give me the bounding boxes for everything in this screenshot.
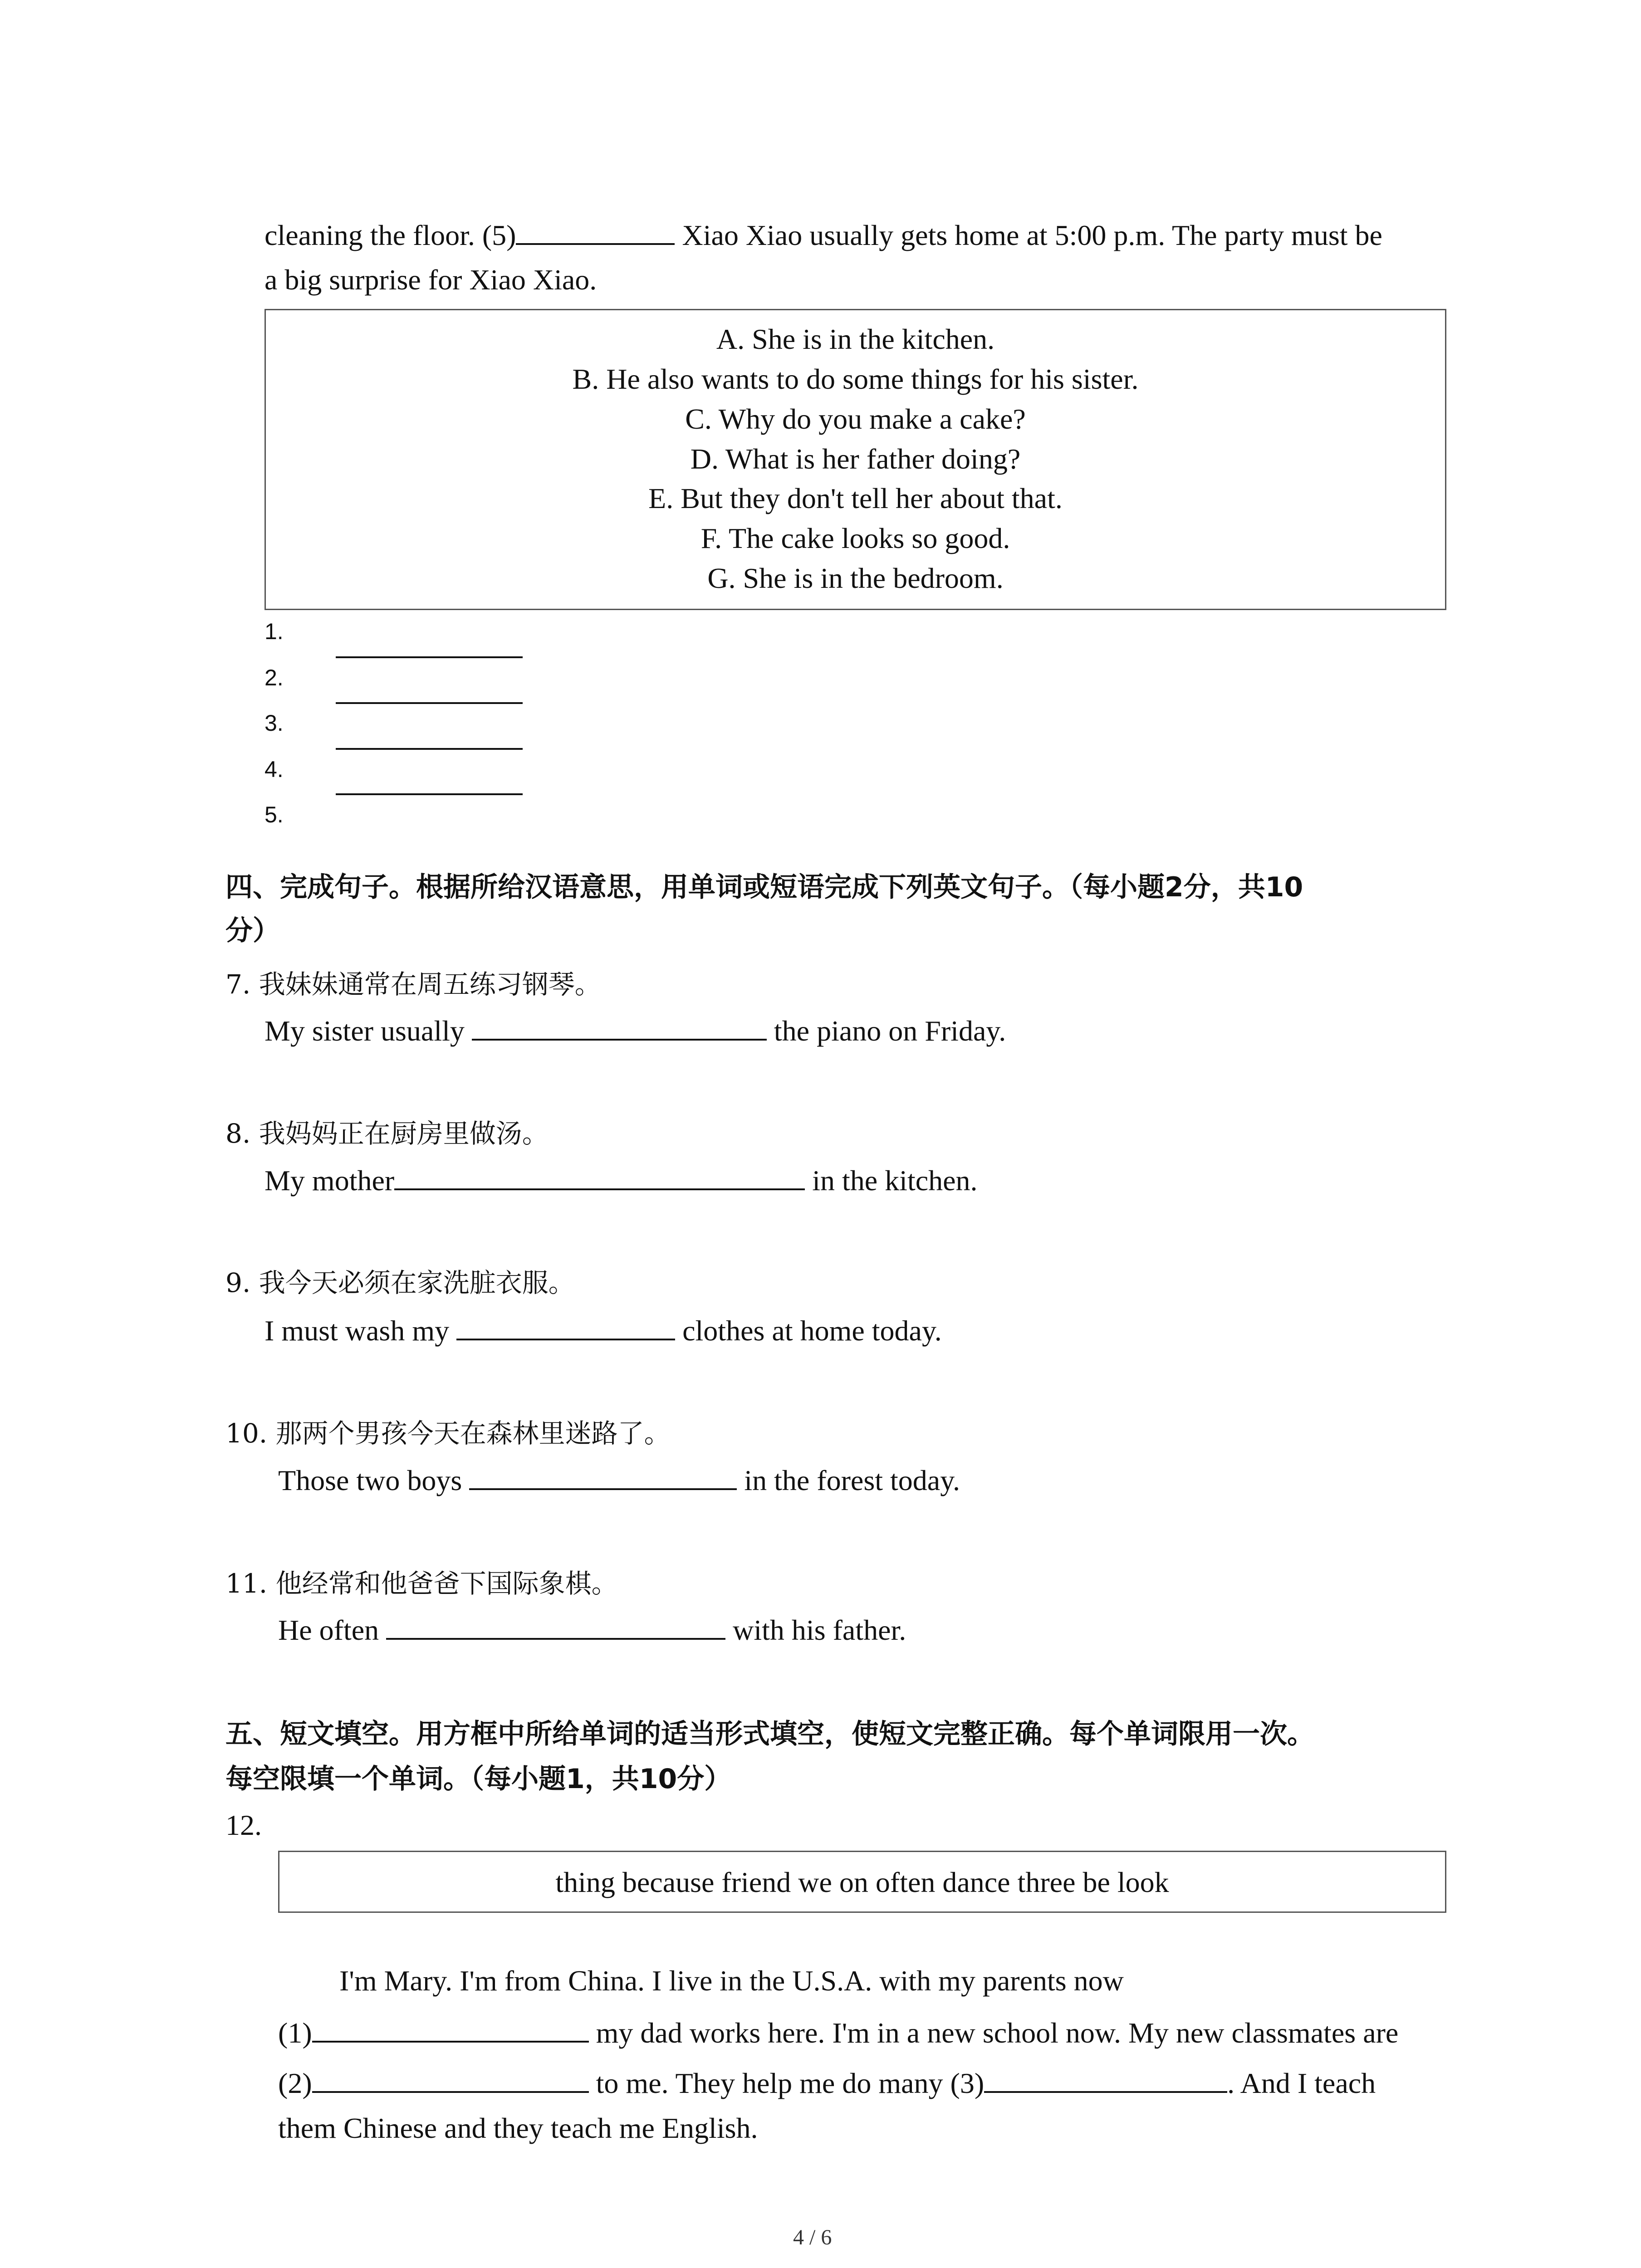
item-11-english (278, 1612, 906, 1647)
item-11-blank[interactable] (386, 1612, 725, 1640)
passage-5-text: my dad works here. I'm in a new school now. My new classmates are (596, 2017, 1399, 2049)
answer-number-5: 5. (265, 802, 284, 827)
options-box (265, 309, 1446, 610)
section-4-heading-line-2: 分） (225, 915, 280, 947)
answer-line-4[interactable] (336, 793, 523, 795)
answer-number-2: 2. (265, 665, 284, 690)
item-8-blank[interactable] (394, 1162, 805, 1190)
passage-5-blank-1[interactable] (312, 2014, 589, 2043)
option-b: B. He also wants to do some things for his sister. (572, 363, 1139, 395)
option-d: D. What is her father doing? (690, 443, 1021, 475)
item-9-english (265, 1312, 942, 1348)
passage-5-blank-label-2: (2) (278, 2067, 312, 2099)
option-a: A. She is in the kitchen. (716, 323, 995, 355)
item-11-text-after: with his father. (733, 1614, 906, 1646)
answer-number-4: 4. (265, 757, 284, 782)
passage-line-1 (265, 217, 1382, 252)
item-9-text-before: I must wash my (265, 1315, 450, 1347)
question-12-number: 12. (225, 1809, 262, 1841)
passage-5-line-1: I'm Mary. I'm from China. I live in the U.S.A. with my parents now (339, 1965, 1124, 1997)
section-4-heading-line-1: 四、完成句子。根据所给汉语意思，用单词或短语完成下列英文句子。（每小题2分，共10 (225, 871, 1303, 903)
answer-line-1[interactable] (336, 656, 523, 658)
item-8-english (265, 1162, 978, 1198)
passage-5-text: to me. They help me do many (3) (596, 2067, 985, 2099)
item-7-english (265, 1012, 1006, 1048)
item-9-text-after: clothes at home today. (682, 1315, 942, 1347)
answer-number-3: 3. (265, 710, 284, 736)
item-7-text-after: the piano on Friday. (774, 1015, 1006, 1047)
passage-5-line-3 (278, 2065, 1376, 2100)
item-7-blank[interactable] (472, 1012, 767, 1041)
item-10-text-before: Those two boys (278, 1464, 462, 1496)
answer-number-1: 1. (265, 619, 284, 644)
option-f: F. The cake looks so good. (700, 522, 1010, 554)
word-box-words: thing because friend we on often dance three be look (555, 1866, 1169, 1898)
item-7-chinese: 7. 我妹妹通常在周五练习钢琴。 (225, 969, 601, 1000)
item-11-text-before: He often (278, 1614, 379, 1646)
item-10-english (278, 1462, 960, 1497)
passage-5-line-2 (278, 2014, 1398, 2050)
answer-line-2[interactable] (336, 702, 523, 704)
option-c: C. Why do you make a cake? (685, 403, 1026, 435)
passage-5-blank-3[interactable] (984, 2065, 1227, 2093)
item-10-blank[interactable] (469, 1462, 737, 1490)
passage-text: cleaning the floor. (5) (265, 219, 516, 251)
option-e: E. But they don't tell her about that. (648, 482, 1063, 514)
item-9-blank[interactable] (456, 1312, 675, 1340)
passage-text: Xiao Xiao usually gets home at 5:00 p.m. The party must be (682, 219, 1382, 251)
option-g: G. She is in the bedroom. (707, 562, 1004, 594)
passage-5-line-4: them Chinese and they teach me English. (278, 2112, 758, 2144)
answer-line-3[interactable] (336, 748, 523, 750)
item-8-text-before: My mother (265, 1164, 395, 1197)
item-11-chinese: 11. 他经常和他爸爸下国际象棋。 (225, 1568, 618, 1599)
passage-line-2: a big surprise for Xiao Xiao. (265, 264, 597, 296)
section-5-heading-line-1: 五、短文填空。用方框中所给单词的适当形式填空，使短文完整正确。每个单词限用一次。 (225, 1718, 1314, 1750)
word-box (278, 1851, 1446, 1913)
section-5-heading-line-2: 每空限填一个单词。（每小题1，共10分） (225, 1763, 732, 1795)
page-number: 4 / 6 (793, 2225, 832, 2249)
item-9-chinese: 9. 我今天必须在家洗脏衣服。 (225, 1267, 575, 1298)
answer-blank-5[interactable] (516, 217, 675, 245)
passage-5-text: . And I teach (1227, 2067, 1376, 2099)
passage-5-blank-2[interactable] (312, 2065, 589, 2093)
item-10-text-after: in the forest today. (744, 1464, 960, 1496)
item-8-text-after: in the kitchen. (812, 1164, 978, 1197)
item-7-text-before: My sister usually (265, 1015, 465, 1047)
passage-5-blank-label-1: (1) (278, 2017, 312, 2049)
item-10-chinese: 10. 那两个男孩今天在森林里迷路了。 (225, 1418, 671, 1449)
item-8-chinese: 8. 我妈妈正在厨房里做汤。 (225, 1118, 549, 1149)
